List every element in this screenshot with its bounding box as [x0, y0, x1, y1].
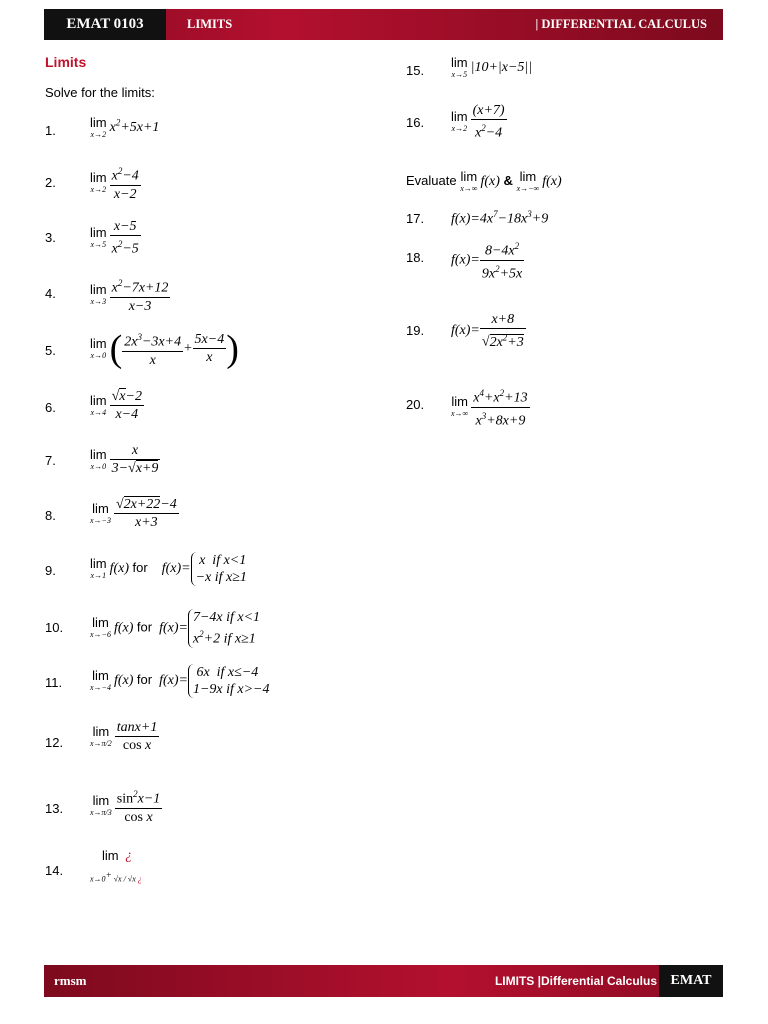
problem-number: 15.	[406, 63, 425, 78]
problem-number: 12.	[45, 735, 64, 750]
problem-number: 11.	[45, 675, 63, 690]
problem-number: 8.	[45, 508, 56, 523]
problem-2-expression: lim x→2 $\frac{x^2-4}{x-2}$	[90, 163, 141, 203]
course-code: EMAT 0103	[44, 9, 166, 40]
problem-13-expression: lim x→π/3 $\frac{\sin^2x-1}{\text{cos x}}$	[90, 786, 162, 826]
problem-19-expression: f(x)= $\frac{x+8}{√2x^2+3}$	[451, 312, 524, 350]
problem-number: 19.	[406, 323, 425, 338]
problem-8-expression: lim x→−3 $\frac{√2x+22-4}{x+3}$	[90, 497, 177, 530]
evaluate-instruction: Evaluate lim x→∞ f(x) & lim x→−∞ f(x)	[406, 169, 562, 193]
evaluate-label: Evaluate	[406, 173, 457, 189]
problem-number: 2.	[45, 175, 56, 190]
problem-number: 7.	[45, 453, 56, 468]
problem-20-expression: lim x→∞ $\frac{x^4+x^2+13}{x^3+8x+9}$	[451, 385, 530, 429]
problem-number: 17.	[406, 211, 425, 226]
problem-7-expression: lim x→0 $\frac{x}{3-√x+9}$	[90, 443, 159, 476]
page-footer	[44, 965, 723, 997]
problem-16-expression: lim x→2 $\frac{(x+7)}{x^2-4}$	[451, 103, 505, 141]
problem-12-expression: lim x→π/2 $\frac{\tan x+1}{\text{cos x}}$	[90, 720, 158, 753]
problem-number: 9.	[45, 563, 56, 578]
problem-number: 6.	[45, 400, 56, 415]
footer-course-code: EMAT	[659, 965, 723, 997]
problem-number: 1.	[45, 123, 56, 138]
problem-15-expression: lim x→5 |10+|x−5||	[451, 55, 533, 79]
problem-number: 14.	[45, 863, 64, 878]
section-title: Limits	[45, 54, 87, 70]
problem-number: 4.	[45, 286, 56, 301]
problem-5-expression: lim x→0 ( $\frac{2x^3-3x+4}{x}$ + $\frac{5x-4}{x}$ )	[90, 327, 239, 370]
problem-17-expression: $f(x)=4x^7-18x^3+9$	[451, 209, 549, 227]
header-subject: | DIFFERENTIAL CALCULUS	[535, 17, 707, 31]
problem-18-expression: f(x)= $\frac{8-4x^2}{9x^2+5x}$	[451, 238, 524, 282]
problem-number: 3.	[45, 230, 56, 245]
problem-6-expression: lim x→4 $\frac{√x-2}{x-4}$	[90, 389, 142, 422]
problem-number: 5.	[45, 343, 56, 358]
page-header	[44, 9, 723, 40]
problem-1-expression: lim x→2 $x^2+5x+1$	[90, 115, 160, 139]
footer-subject: LIMITS |Differential Calculus	[494, 974, 657, 988]
problem-number: 18.	[406, 250, 425, 265]
problem-4-expression: lim x→3 $\frac{x^2-7x+12}{x-3}$	[90, 275, 170, 315]
problem-number: 20.	[406, 397, 425, 412]
instruction-text: Solve for the limits:	[45, 85, 155, 100]
problem-11-expression: lim x→−4 f(x) for f(x)= 6x if x≤−4 1−9x if x>−4	[90, 665, 270, 697]
problem-number: 10.	[45, 620, 64, 635]
evaluate-and: &	[503, 173, 513, 189]
problem-14-expression: lim ¿ x→0+ √x / √x ¿	[90, 847, 142, 884]
problem-10-expression: lim x→−6 f(x) for f(x)= 7−4x if x<1 $x^2+2$ if x≥1	[90, 610, 261, 647]
problem-3-expression: lim x→5 $\frac{x-5}{x^2-5}$	[90, 219, 139, 257]
header-title: LIMITS	[187, 17, 233, 31]
problem-number: 13.	[45, 801, 64, 816]
problem-9-expression: lim x→1 f(x) for f(x)= x if x<1 −x if x≥1	[90, 553, 247, 585]
problem-number: 16.	[406, 115, 425, 130]
footer-author: rmsm	[54, 973, 87, 988]
